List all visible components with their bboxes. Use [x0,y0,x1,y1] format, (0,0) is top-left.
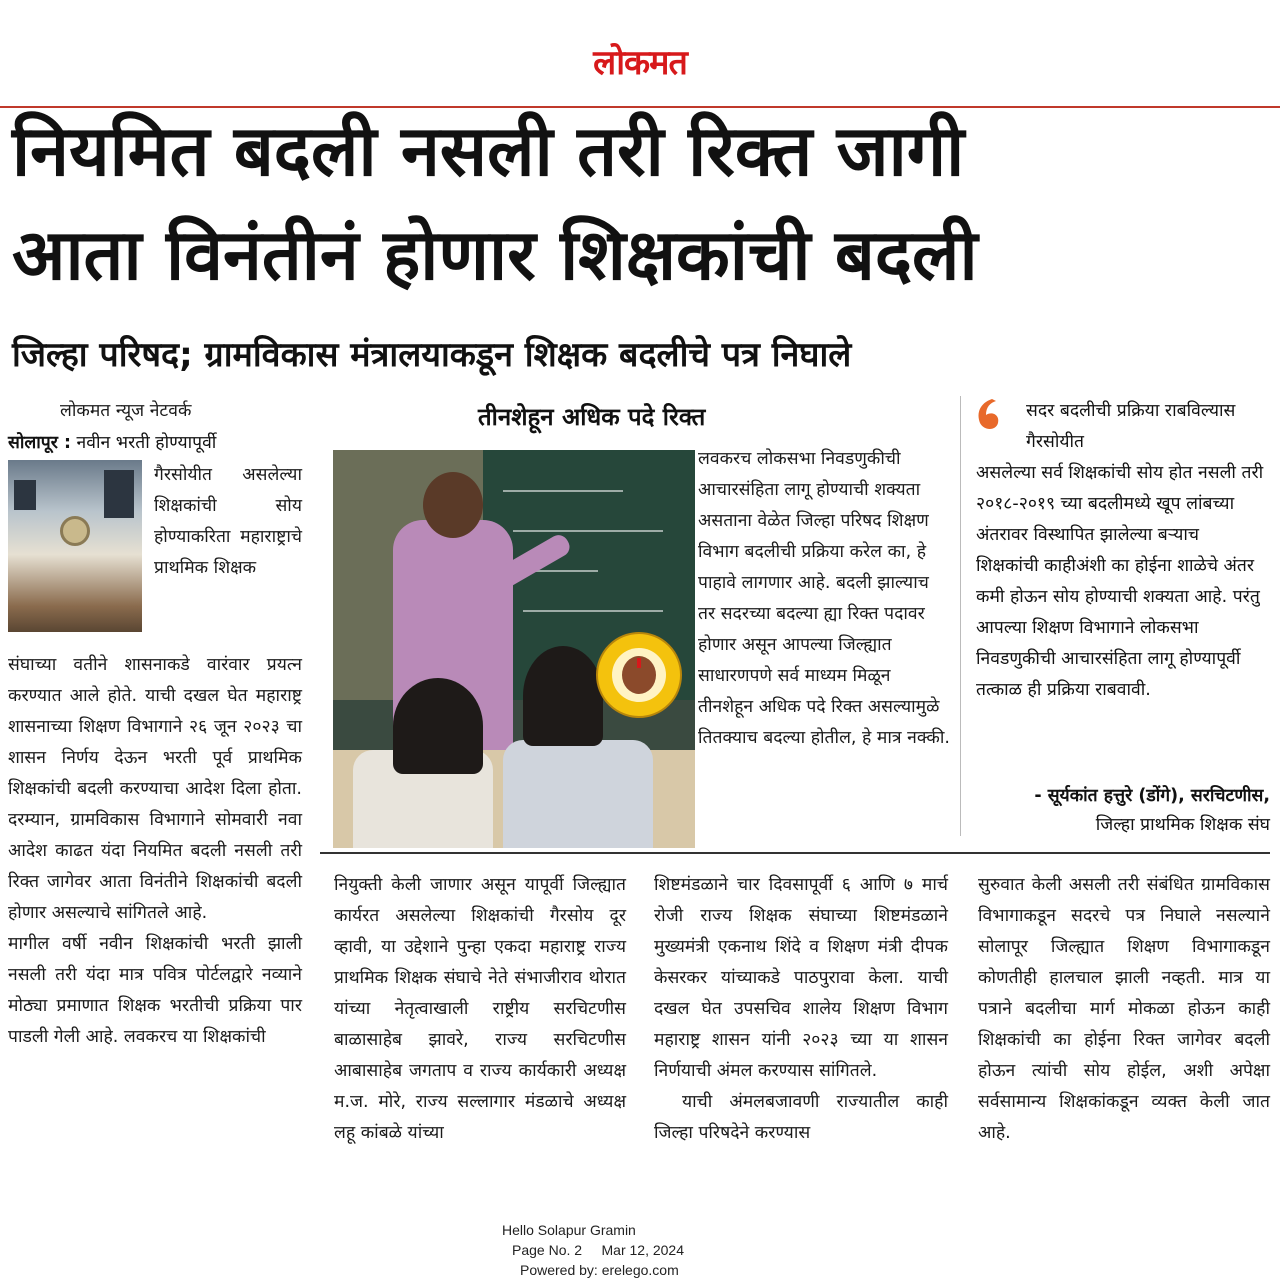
masthead [0,38,1280,84]
seal-tilak [637,658,641,668]
column-3-text [654,870,948,1149]
column-1-para-1: संघाच्या वतीने शासनाकडे वारंवार प्रयत्न करण्यात आले होते. याची दखल घेत महाराष्ट्र शासनाच्या शिक्षण विभागाने २६ जून २०२३ चा शासन निर्णय देऊन भरती पूर्व प्राथमिक शिक्षकांची बदली करण्याचा आदेश दिला होता. दरम्यान, ग्रामविकास विभागाने सोमवारी नवा आदेश काढत यंदा नियमित बदली नसली तरी रिक्त जागेवर आता विनंतीने शिक्षकांची बदली होणार असल्याचे सांगितले आहे. [8,655,302,923]
student-head [523,646,603,746]
footer-edition: Hello Solapur Gramin [502,1222,636,1238]
teacher-head [423,472,483,538]
subheadline: जिल्हा परिषद; ग्रामविकास मंत्रालयाकडून शिक्षक बदलीचे पत्र निघाले [12,335,852,375]
column-3-para-1: शिष्टमंडळाने चार दिवसापूर्वी ६ आणि ७ मार्च रोजी राज्य शिक्षक संघाच्या शिष्टमंडळाने मुख्यमंत्री एकनाथ शिंदे व शिक्षण मंत्री दीपक केसरकर यांच्याकडे पाठपुरावा केला. याची दखल घेत उपसचिव शालेय शिक्षण विभाग महाराष्ट्र शासन यांनी २०२३ च्या या शासन निर्णयाची अंमल करण्यास सांगितले. [654,875,948,1081]
building-window [104,470,134,518]
seal-portrait [612,648,666,702]
lead-first-line: नवीन भरती होण्यापूर्वी [76,433,217,453]
quote-body: असलेल्या सर्व शिक्षकांची सोय होत नसली तरी २०१८-२०१९ च्या बदलीमध्ये खूप लांबच्या अंतरावर विस्थापित झालेल्या बऱ्याच शिक्षकांची काहीअंशी का होईना शाळेचे अंतर कमी होऊन सोय होण्याची शक्यता आहे. परंतु आपल्या शिक्षण विभागाने लोकसभा निवडणुकीची आचारसंहिता लागू होण्यापूर्वी तत्काळ ही प्रक्रिया राबवावी. [976,463,1264,700]
column-3-para-2: याची अंमलबजावणी राज्यातील काही जिल्हा परिषदेने करण्यास [654,1092,948,1143]
column-1-para-2: मागील वर्षी नवीन शिक्षकांची भरती झाली नसली तरी यंदा मात्र पवित्र पोर्टलद्वारे नव्याने मोठ्या प्रमाणात शिक्षक भरतीची प्रक्रिया पार पाडली गेली आहे. लवकरच या शिक्षकांची [8,934,302,1047]
quote-sig-line-1: - सूर्यकांत हत्तुरे (डोंगे), सरचिटणीस, [1034,786,1270,806]
quote-signature [986,782,1270,840]
student-shirt [503,740,653,848]
building-window [14,480,36,510]
quote-icon [970,395,1010,435]
quote-sig-line-2: जिल्हा प्राथमिक शिक्षक संघ [1095,815,1270,835]
column-4-text: सुरुवात केली असली तरी संबंधित ग्रामविकास विभागाकडून सदरचे पत्र निघाले नसल्याने सोलापूर जिल्ह्यात शिक्षण विभागाकडून कोणतीही हालचाल झाली नव्हती. मात्र या पत्राने बदलीचा मार्ग मोकळा होऊन काही शिक्षकांची का होईना रिक्त जागेवर बदली होऊन त्यांची सोय होईल, अशी अपेक्षा सर्वसामान्य शिक्षकांकडून व्यक्त केली जात आहे. [978,875,1270,1143]
headline-line-2: आता विनंतीनं होणार शिक्षकांची बदली [12,214,978,296]
lokmat-logo: लोकमत [593,43,687,83]
chalk-line [523,610,663,612]
watermark-seal [596,632,682,718]
masthead-rule [0,106,1280,108]
quote-lead: सदर बदलीची प्रक्रिया राबविल्यास गैरसोयीत [1026,401,1236,452]
column-1-text [8,650,302,1053]
byline: लोकमत न्यूज नेटवर्क [60,401,192,421]
column-divider [960,396,961,836]
school-building-photo [8,460,142,632]
section-rule [320,852,1270,854]
building-emblem [60,516,90,546]
chalk-line [503,490,623,492]
lead-narrow-text: गैरसोयीत असलेल्या शिक्षकांची सोय होण्याकरिता महाराष्ट्राचे प्राथमिक शिक्षक [154,465,302,578]
chalk-line [513,530,663,532]
dateline-row [8,428,302,459]
column-2-text: नियुक्ती केली जाणार असून यापूर्वी जिल्ह्यात कार्यरत असलेल्या शिक्षकांची गैरसोय दूर व्हावी, या उद्देशाने पुन्हा एकदा महाराष्ट्र राज्य प्राथमिक शिक्षक संघाचे नेते संभाजीराव थोरात यांच्या नेतृत्वाखाली राष्ट्रीय सरचिटणीस बाळासाहेब झावरे, राज्य सरचिटणीस आबासाहेब जगताप व राज्य कार्यकारी अध्यक्ष म.ज. मोरे, राज्य सल्लागार मंडळाचे अध्यक्ष लहू कांबळे यांच्या [334,875,626,1143]
box-title: तीनशेहून अधिक पदे रिक्त [478,403,706,431]
headline-line-1: नियमित बदली नसली तरी रिक्त जागी [12,110,965,192]
footer-page-date: Page No. 2 Mar 12, 2024 [512,1242,684,1258]
box-text: लवकरच लोकसभा निवडणुकीची आचारसंहिता लागू होण्याची शक्यता असताना वेळेत जिल्हा परिषद शिक्षण विभाग बदलीची प्रक्रिया करेल का, हे पाहावे लागणार आहे. बदली झाल्याच तर सदरच्या बदल्या ह्या रिक्त पदावर होणार असून आपल्या जिल्ह्यात साधारणपणे सर्व माध्यम मिळून तीनशेहून अधिक पदे रिक्त असल्यामुळे तितक्याच बदल्या होतील, हे मात्र नक्की. [698,449,950,748]
footer-powered-by: Powered by: erelego.com [520,1262,679,1278]
dateline: सोलापूर : [8,433,71,453]
student-head [393,678,483,774]
